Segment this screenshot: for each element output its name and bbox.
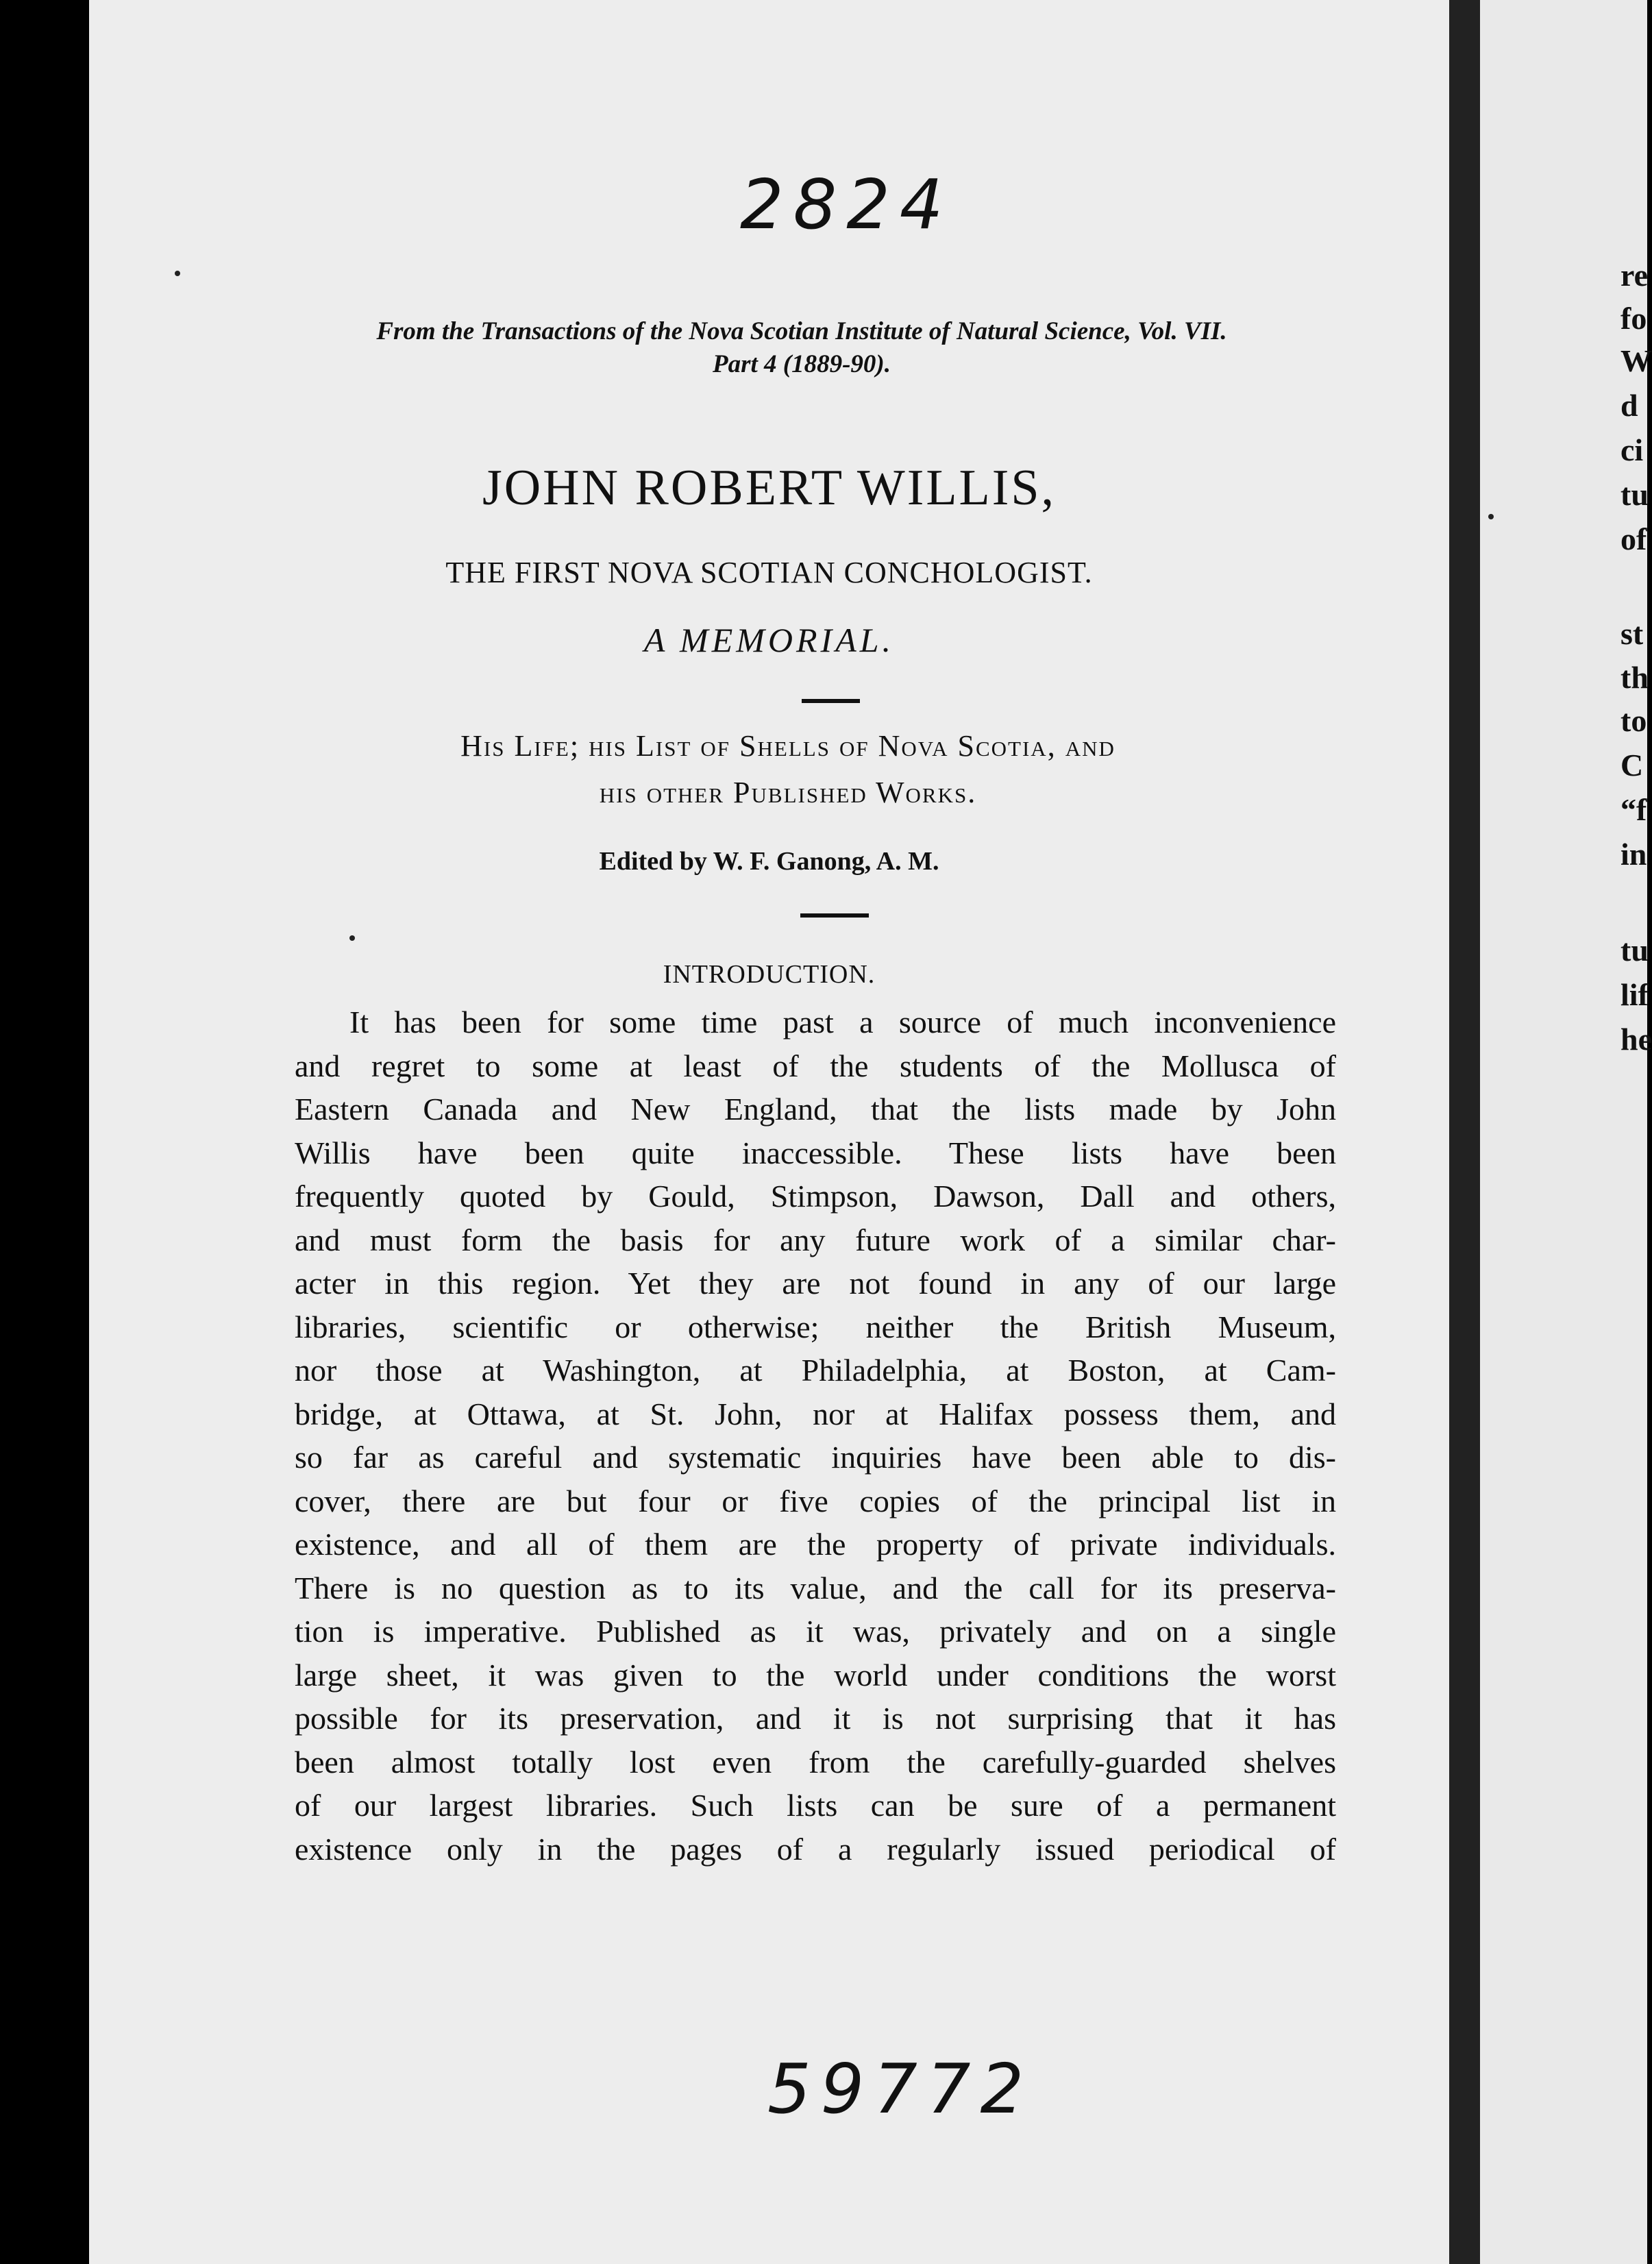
text-line: cover, there are but four or five copies of the principal list in <box>295 1483 1336 1518</box>
page-gutter <box>1449 0 1480 2264</box>
source-line: From the Transactions of the Nova Scotian Institute of Natural Science, Vol. VII. <box>376 317 1227 345</box>
document-title: JOHN ROBERT WILLIS, <box>482 460 1057 516</box>
text-line: bridge, at Ottawa, at St. John, nor at Halifax possess them, and <box>295 1396 1336 1431</box>
facing-line: in <box>1620 837 1647 872</box>
text-line: so far as careful and systematic inquiries have been able to dis- <box>295 1440 1336 1475</box>
handwritten-accession-number: 59772 <box>767 2049 1034 2129</box>
source-citation <box>219 315 1384 381</box>
facing-line: lif <box>1620 977 1649 1012</box>
facing-line: C <box>1620 748 1644 783</box>
contents-line: his other Published Works. <box>599 776 977 809</box>
speck-mark <box>1488 514 1494 519</box>
text-line: existence, and all of them are the property of private individuals. <box>295 1527 1336 1562</box>
text-line: It has been for some time past a source of much inconvenience <box>349 1005 1336 1039</box>
facing-line: “f <box>1620 792 1647 827</box>
source-line: Part 4 (1889-90). <box>713 350 891 378</box>
text-line: and regret to some at least of the students of the Mollusca of <box>295 1048 1336 1083</box>
facing-line: ci <box>1620 432 1644 467</box>
text-line: and must form the basis for any future work of a similar char- <box>295 1222 1336 1257</box>
facing-line: to <box>1620 703 1647 738</box>
facing-line: tu <box>1620 477 1649 512</box>
divider-rule <box>802 699 860 703</box>
handwritten-catalogue-number: 2824 <box>740 164 953 245</box>
text-line: been almost totally lost even from the carefully-guarded shelves <box>295 1744 1336 1780</box>
facing-line: of <box>1620 521 1647 556</box>
text-line: frequently quoted by Gould, Stimpson, Dawson, Dall and others, <box>295 1179 1336 1214</box>
facing-line: st <box>1620 616 1644 651</box>
speck-mark <box>175 271 180 276</box>
text-line: Willis have been quite inaccessible. These lists have been <box>295 1135 1336 1170</box>
facing-page-fragment <box>1480 0 1652 2264</box>
body-paragraph <box>295 1000 1336 1871</box>
section-heading: INTRODUCTION. <box>663 960 876 989</box>
text-line: possible for its preservation, and it is not surprising that it has <box>295 1701 1336 1736</box>
divider-rule <box>800 913 869 918</box>
text-line: Eastern Canada and New England, that the lists made by John <box>295 1092 1336 1127</box>
contents-line: His Life; his List of Shells of Nova Scotia, and <box>460 729 1115 763</box>
facing-line: re <box>1620 258 1649 293</box>
text-line: of our largest libraries. Such lists can be sure of a permanent <box>295 1788 1336 1823</box>
facing-line: W <box>1620 343 1652 378</box>
facing-line: he <box>1620 1022 1652 1057</box>
memorial-heading: A MEMORIAL. <box>643 621 895 659</box>
facing-line: fo <box>1620 301 1647 336</box>
facing-line: th <box>1620 660 1649 695</box>
text-line: libraries, scientific or otherwise; neither the British Museum, <box>295 1309 1336 1344</box>
contents-description <box>274 723 1302 816</box>
editor-credit: Edited by W. F. Ganong, A. M. <box>599 847 939 876</box>
speck-mark <box>349 935 355 941</box>
facing-line: tu <box>1620 933 1649 968</box>
text-line: large sheet, it was given to the world under conditions the worst <box>295 1657 1336 1693</box>
document-subtitle: THE FIRST NOVA SCOTIAN CONCHOLOGIST. <box>445 556 1093 589</box>
text-line: There is no question as to its value, and the call for its preserva- <box>295 1570 1336 1605</box>
text-line: tion is imperative. Published as it was, privately and on a single <box>295 1614 1336 1649</box>
text-line: existence only in the pages of a regularly issued periodical of <box>295 1831 1336 1867</box>
text-line: nor those at Washington, at Philadelphia, at Boston, at Cam- <box>295 1353 1336 1388</box>
facing-line: d <box>1620 388 1638 423</box>
text-line: acter in this region. Yet they are not found in any of our large <box>295 1266 1336 1301</box>
